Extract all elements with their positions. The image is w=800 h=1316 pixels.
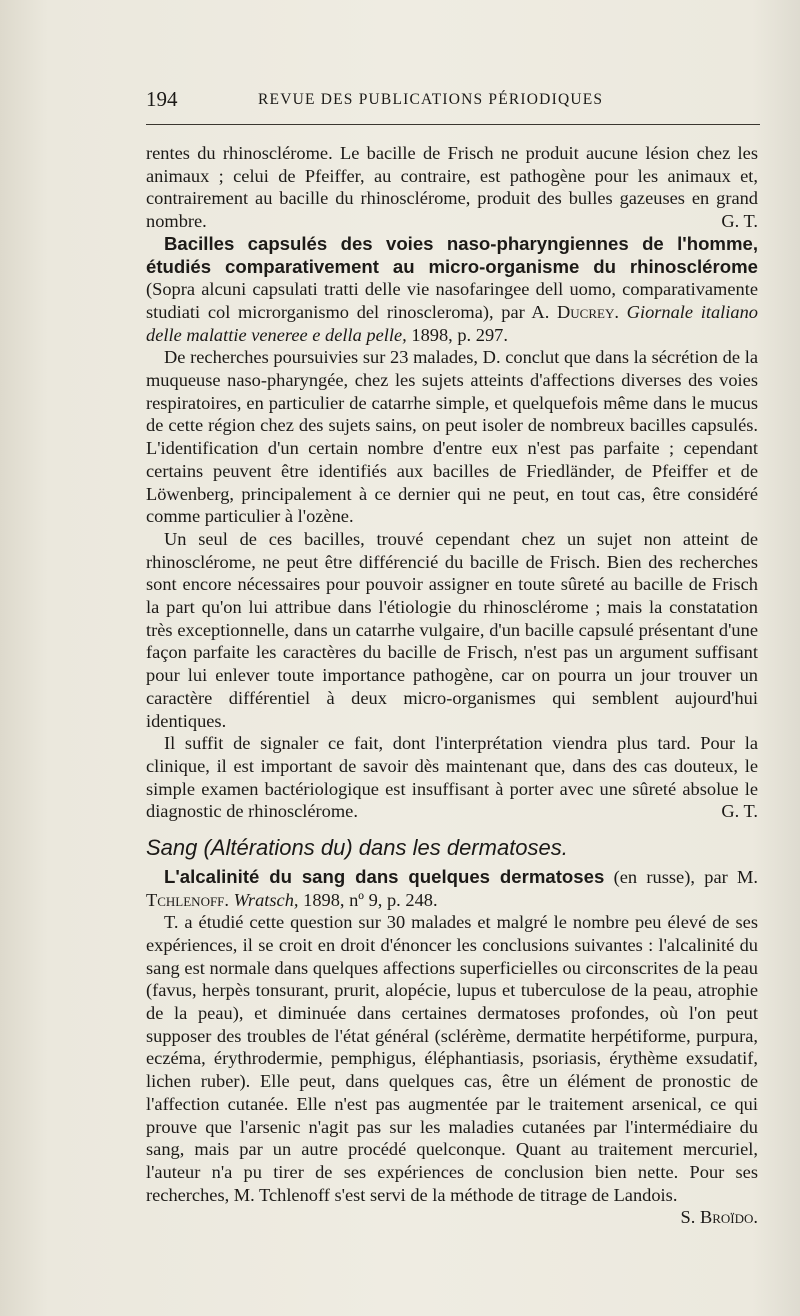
- article-header: [146, 866, 758, 911]
- author: Tchlenoff.: [146, 889, 230, 910]
- page-number: 194: [146, 87, 178, 111]
- citation: 1898, nº 9, p. 248.: [303, 889, 438, 910]
- article-header: [146, 233, 758, 347]
- page-body: [146, 142, 758, 1229]
- paragraph: De recherches poursuivies sur 23 malades, D. conclut que dans la sécrétion de la muqueuse naso-pharyngée, chez les sujets atteints d'affections diverses des voies respiratoires, en particulier de catarrhe simple, et quelquefois même dans le mucus de cette région chez des sujets sains, on peut isoler de nombreux bacilles capsulés. L'identification d'un certain nombre d'entre eux n'est pas parfaite ; cependant certains peuvent être identifiés aux bacilles de Friedländer, de Pfeiffer et de Löwenberg, principalement à ce dernier qui ne peut, en tout cas, être considéré comme particulier à l'ozène.: [146, 347, 758, 527]
- paragraph: Un seul de ces bacilles, trouvé cependant chez un sujet non atteint de rhinosclérome, ne peut être différencié du bacille de Frisch. Bien des recherches sont encore nécessaires pour pouvoir assigner en toute sûreté au bacille de Frisch la part qu'on lui attribue dans l'étiologie du rhinosclérome ; mais la constatation très exceptionnelle, dans un catarrhe vulgaire, d'un bacille capsulé présentant d'une façon parfaite les caractères du bacille de Frisch, n'est pas un argument suffisant pour lui enlever toute importance pathogène, car on pourra un jour trouver un caractère différentiel à deux micro-organismes qui semblent aujourd'hui identiques.: [146, 528, 758, 731]
- author: Ducrey.: [557, 301, 619, 322]
- paragraph-text: T. a étudié cette question sur 30 malades et malgré le nombre peu élevé de ses expériences, il se croit en droit d'énoncer les conclusions suivantes : l'alcalinité du sang est normale dans quelques affections superficielles ou circonscrites de la peau (favus, herpès tonsurant, prurit, alopécie, lupus et tuberculose de la peau, atrophie de la peau), et diminuée dans certaines dermatoses profondes, où l'on peut supposer des troubles de l'état général (sclérème, dermatite herpétiforme, purpura, eczéma, érythrodermie, pemphigus, éléphantiasis, psoriasis, érythème exsudatif, lichen ruber). Elle peut, dans quelques cas, être un élément de pronostic de l'affection cutanée. Elle n'est pas augmentée par le traitement arsenical, ce qui prouve que l'arsenic n'agit pas sur les maladies cutanées par l'intermédiaire du sang, mais par un autre procédé quelconque. Quant au traitement mercuriel, l'auteur n'a pu tirer de ses expériences de conclusion bien nette. Pour ses recherches, M. Tchlenoff s'est servi de la méthode de titrage de Landois.: [146, 912, 758, 1205]
- article-title: L'alcalinité du sang dans quelques dermatoses: [164, 865, 605, 887]
- journal-name: Giornale italiano delle malattie veneree e della pelle,: [146, 301, 758, 345]
- signature: G. T.: [721, 801, 758, 822]
- article-continuation: [146, 142, 758, 233]
- signature: G. T.: [721, 211, 758, 232]
- original-title: (Sopra alcuni capsulati tratti delle vie nasofaringee dell uomo, comparativamente studiati col microrganismo del rinoscleroma), par A.: [146, 279, 758, 322]
- paragraph-text: Il suffit de signaler ce fait, dont l'interprétation viendra plus tard. Pour la clinique, il est important de savoir dès maintenant que, dans des cas douteux, le simple examen bactériologique est insuffisant à porter avec une sûreté absolue le diagnostic de rhinosclérome.: [146, 733, 758, 822]
- citation: 1898, p. 297.: [411, 324, 508, 345]
- paragraph: [146, 732, 758, 823]
- continuation-text: rentes du rhinosclérome. Le bacille de Frisch ne produit aucune lésion chez les animaux ; celui de Pfeiffer, au contraire, est pathogène pour les animaux et, contrairement au bacille du rhinosclérome, produit des bulles gazeuses en grand nombre.: [146, 143, 758, 232]
- running-title: REVUE DES PUBLICATIONS PÉRIODIQUES: [258, 91, 604, 108]
- header-rule: [146, 124, 760, 125]
- section-title: Sang (Altérations du) dans les dermatoses.: [146, 835, 568, 861]
- journal-name: Wratsch,: [233, 889, 299, 910]
- language-note: (en russe), par M.: [613, 866, 759, 887]
- article-title: Bacilles capsulés des voies naso-pharyngiennes de l'homme, étudiés comparativement au micro-organisme du rhinosclérome: [146, 232, 758, 277]
- signature: S. Broïdo.: [680, 1207, 758, 1228]
- running-head: [146, 87, 758, 113]
- paragraph: [146, 911, 758, 1228]
